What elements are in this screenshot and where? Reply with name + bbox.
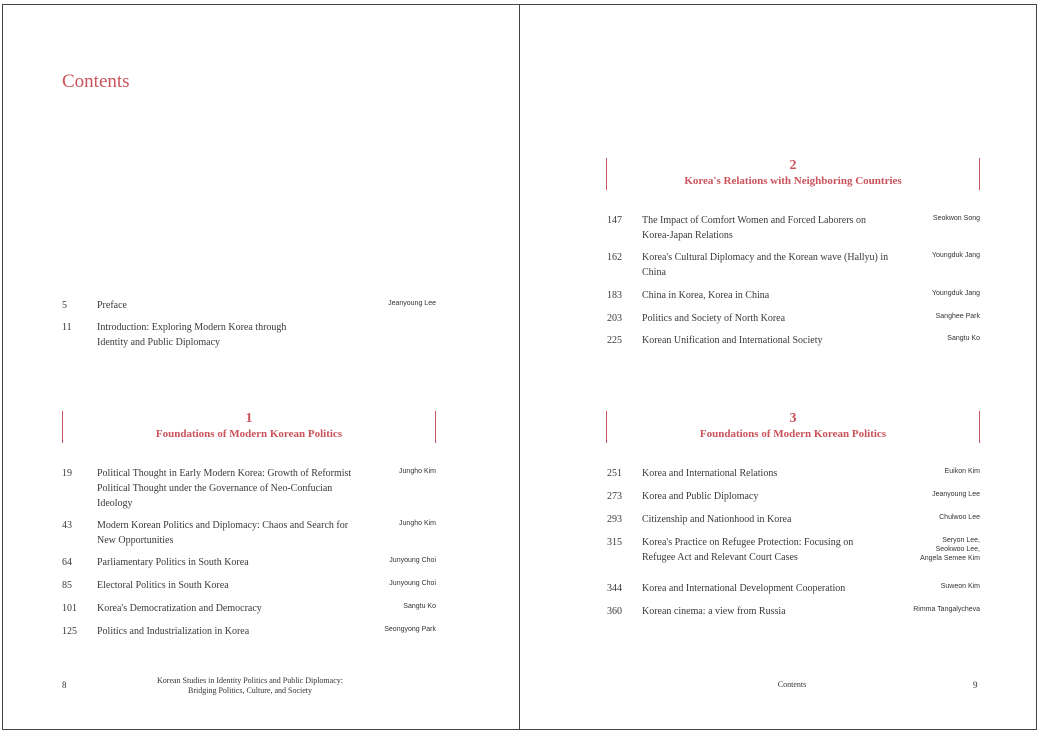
toc-author: Seongyong Park — [384, 626, 436, 633]
toc-title: Korea's Practice on Refugee Protection: Focusing on Refugee Act and Relevant Court Cases — [642, 537, 854, 563]
toc-title: Political Thought in Early Modern Korea: Growth of Reformist Political Thought under the Governance of Neo-Confucian Ideology — [97, 468, 352, 509]
toc-title: Korea's Democratization and Democracy — [97, 603, 262, 614]
toc-entry — [607, 333, 980, 353]
toc-title: Korea's Cultural Diplomacy and the Korean wave (Hallyu) in China — [642, 252, 889, 278]
toc-page-number: 5 — [62, 300, 67, 311]
part-number: 1 — [245, 411, 253, 426]
toc-entry — [607, 250, 980, 288]
toc-author: Jeanyoung Lee — [932, 491, 980, 498]
toc-entry — [62, 466, 436, 518]
part-number: 2 — [789, 158, 797, 173]
toc-entry — [62, 578, 436, 601]
toc-author: Sanghee Park — [935, 313, 980, 320]
toc-title: Citizenship and Nationhood in Korea — [642, 514, 792, 525]
toc-entry-preface — [62, 298, 436, 320]
toc-author: Junyoung Choi — [389, 557, 436, 564]
toc-page-number: 203 — [607, 313, 622, 324]
part-title: Foundations of Modern Korean Politics — [155, 428, 343, 440]
toc-entry — [607, 466, 980, 489]
toc-title: Politics and Industrialization in Korea — [97, 626, 250, 637]
page-number-left: 8 — [62, 680, 67, 690]
toc-page-number: 19 — [62, 468, 72, 479]
toc-author-line: Seokwoo Lee, — [935, 546, 980, 553]
toc-entry — [607, 311, 980, 333]
toc-title: Modern Korean Politics and Diplomacy: Chaos and Search for New Opportunities — [97, 520, 349, 546]
toc-title: Korean Unification and International Society — [642, 335, 823, 346]
part-1-entries — [62, 466, 436, 647]
toc-author: Jungho Kim — [399, 468, 436, 475]
toc-page-number: 225 — [607, 335, 622, 346]
toc-page-number: 64 — [62, 557, 72, 568]
toc-entry — [607, 213, 980, 250]
right-page — [520, 0, 1040, 732]
toc-entry — [607, 288, 980, 311]
part-2-entries — [607, 213, 980, 353]
toc-page-number: 293 — [607, 514, 622, 525]
toc-author: Rimma Tangalycheva — [913, 606, 980, 613]
toc-author: Youngduk Jang — [931, 290, 980, 297]
running-footer-left — [120, 676, 380, 696]
running-footer-line: Korean Studies in Identity Politics and Public Diplomacy: — [157, 676, 343, 685]
toc-author: Jungho Kim — [399, 520, 436, 527]
toc-author: Jeanyoung Lee — [388, 300, 436, 307]
toc-title: Politics and Society of North Korea — [642, 313, 786, 324]
toc-title: Electoral Politics in South Korea — [97, 580, 229, 591]
part-3-header — [606, 411, 980, 443]
toc-page-number: 251 — [607, 468, 622, 479]
part-number: 3 — [789, 411, 797, 426]
toc-page-number: 147 — [607, 215, 622, 226]
toc-author-line: Seryon Lee, — [942, 537, 980, 544]
part-title: Foundations of Modern Korean Politics — [699, 428, 887, 440]
toc-title: China in Korea, Korea in China — [642, 290, 770, 301]
toc-page-number: 315 — [607, 537, 622, 548]
toc-page-number: 344 — [607, 583, 622, 594]
toc-title: Introduction: Exploring Modern Korea through Identity and Public Diplomacy — [97, 322, 287, 348]
toc-entry — [62, 624, 436, 647]
toc-author: Sangtu Ko — [403, 603, 436, 610]
toc-author: Seokwon Song — [932, 215, 980, 222]
toc-title: Korea and Public Diplomacy — [642, 491, 759, 502]
toc-title: Parliamentary Politics in South Korea — [97, 557, 249, 568]
toc-entry — [607, 512, 980, 535]
toc-page-number: 101 — [62, 603, 77, 614]
toc-page-number: 360 — [607, 606, 622, 617]
toc-page-number: 273 — [607, 491, 622, 502]
toc-page-number: 11 — [62, 322, 72, 333]
toc-page-number: 162 — [607, 252, 622, 263]
part-2-header — [606, 158, 980, 190]
toc-author-line: Angela Semee Kim — [920, 555, 980, 562]
toc-title: Preface — [97, 300, 127, 311]
toc-author: Sangtu Ko — [947, 335, 980, 342]
toc-title: The Impact of Comfort Women and Forced Laborers on Korea-Japan Relations — [642, 215, 866, 241]
part-3-entries — [607, 466, 980, 627]
running-footer-line: Bridging Politics, Culture, and Society — [188, 686, 312, 695]
page-number-right: 9 — [973, 680, 978, 690]
toc-entry — [607, 489, 980, 512]
toc-entry — [607, 535, 980, 581]
toc-title: Korea and International Development Cooperation — [642, 583, 846, 594]
toc-entry — [62, 518, 436, 555]
toc-page-number: 183 — [607, 290, 622, 301]
toc-entry — [62, 601, 436, 624]
toc-title: Korea and International Relations — [642, 468, 778, 479]
toc-author: Euikon Kim — [944, 468, 980, 475]
toc-page-number: 125 — [62, 626, 77, 637]
toc-entry-introduction — [62, 320, 436, 350]
part-1-header — [62, 411, 436, 443]
toc-author: Suweon Kim — [940, 583, 980, 590]
front-matter-list — [62, 298, 436, 350]
contents-heading: Contents — [62, 71, 130, 92]
running-footer-right: Contents — [777, 680, 807, 689]
toc-author: Chulwoo Lee — [939, 514, 980, 521]
toc-title: Korean cinema: a view from Russia — [642, 606, 786, 617]
toc-page-number: 85 — [62, 580, 72, 591]
toc-entry — [62, 555, 436, 578]
toc-author: Junyoung Choi — [389, 580, 436, 587]
part-title: Korea's Relations with Neighboring Countries — [684, 175, 902, 187]
toc-entry — [607, 604, 980, 627]
toc-page-number: 43 — [62, 520, 72, 531]
toc-author: Youngduk Jang — [931, 252, 980, 259]
toc-entry — [607, 581, 980, 604]
toc-author — [920, 536, 980, 563]
